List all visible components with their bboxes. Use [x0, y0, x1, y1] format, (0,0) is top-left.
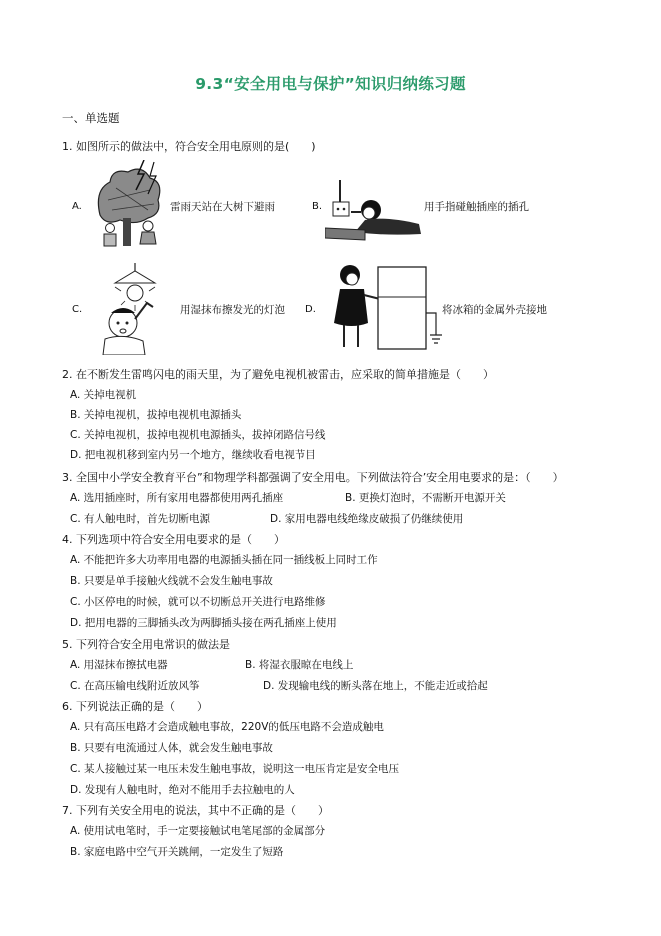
q2-option-b: B. 关掉电视机，拔掉电视机电源插头: [70, 409, 242, 421]
page-title: 9.3“安全用电与保护”知识归纳练习题: [195, 75, 466, 93]
q3-option-d: D. 家用电器电线绝缘皮破损了仍继续使用: [270, 513, 464, 525]
question-6-stem: 6. 下列说法正确的是（ ）: [62, 700, 208, 713]
q1-option-c-text: 用湿抹布擦发光的灯泡: [180, 304, 285, 316]
q7-option-b: B. 家庭电路中空气开关跳闸，一定发生了短路: [70, 846, 284, 858]
q5-option-d: D. 发现输电线的断头落在地上，不能走近或拾起: [263, 680, 488, 692]
tree-lightning-illustration: [90, 160, 170, 250]
q7-option-a: A. 使用试电笔时，手一定要接触试电笔尾部的金属部分: [70, 825, 326, 837]
section-heading: 一、单选题: [62, 111, 120, 125]
q3-option-b: B. 更换灯泡时，不需断开电源开关: [345, 492, 506, 504]
q1-option-b-letter: B.: [312, 201, 323, 212]
q2-option-a: A. 关掉电视机: [70, 389, 137, 401]
q4-option-c: C. 小区停电的时候，就可以不切断总开关进行电路维修: [70, 596, 326, 608]
question-4-stem: 4. 下列选项中符合安全用电要求的是（ ）: [62, 533, 285, 546]
question-7-stem: 7. 下列有关安全用电的说法，其中不正确的是（ ）: [62, 804, 329, 817]
q4-option-d: D. 把用电器的三脚插头改为两脚插头接在两孔插座上使用: [70, 617, 337, 629]
question-2-stem: 2. 在不断发生雷鸣闪电的雨天里，为了避免电视机被雷击，应采取的简单措施是（ ）: [62, 368, 494, 381]
q1-option-a-letter: A.: [72, 201, 82, 212]
q1-option-b-text: 用手指碰触插座的插孔: [424, 201, 529, 213]
fridge-grounding-illustration: [320, 263, 445, 355]
q5-option-c: C. 在高压输电线附近放风筝: [70, 680, 200, 692]
question-1-stem: 1. 如图所示的做法中，符合安全用电原则的是( ): [62, 140, 316, 153]
q5-option-b: B. 将湿衣服晾在电线上: [245, 659, 354, 671]
q6-option-d: D. 发现有人触电时，绝对不能用手去拉触电的人: [70, 784, 295, 796]
q6-option-c: C. 某人接触过某一电压未发生触电事故，说明这一电压肯定是安全电压: [70, 763, 400, 775]
q3-option-a: A. 选用插座时，所有家用电器都使用两孔插座: [70, 492, 284, 504]
q5-option-a: A. 用湿抹布擦拭电器: [70, 659, 168, 671]
q6-option-a: A. 只有高压电路才会造成触电事故，220V的低压电路不会造成触电: [70, 721, 384, 733]
q4-option-a: A. 不能把许多大功率用电器的电源插头插在同一插线板上同时工作: [70, 554, 378, 566]
q1-option-d-letter: D.: [305, 304, 316, 315]
question-3-stem: 3. 全国中小学安全教育平台”和物理学科都强调了安全用电。下列做法符合’安全用电要求的是：（ ）: [62, 471, 564, 484]
question-5-stem: 5. 下列符合安全用电常识的做法是: [62, 638, 230, 651]
finger-socket-illustration: [325, 180, 425, 242]
q2-option-d: D. 把电视机移到室内另一个地方，继续收看电视节目: [70, 449, 316, 461]
q6-option-b: B. 只要有电流通过人体，就会发生触电事故: [70, 742, 273, 754]
q4-option-b: B. 只要是单手接触火线就不会发生触电事故: [70, 575, 273, 587]
q1-option-a-text: 雷雨天站在大树下避雨: [170, 201, 275, 213]
q2-option-c: C. 关掉电视机，拔掉电视机电源插头，拔掉闭路信号线: [70, 429, 326, 441]
wet-cloth-bulb-illustration: [95, 263, 180, 355]
q1-option-c-letter: C.: [72, 304, 83, 315]
q3-option-c: C. 有人触电时，首先切断电源: [70, 513, 211, 525]
q1-option-d-text: 将冰箱的金属外壳接地: [442, 304, 547, 316]
